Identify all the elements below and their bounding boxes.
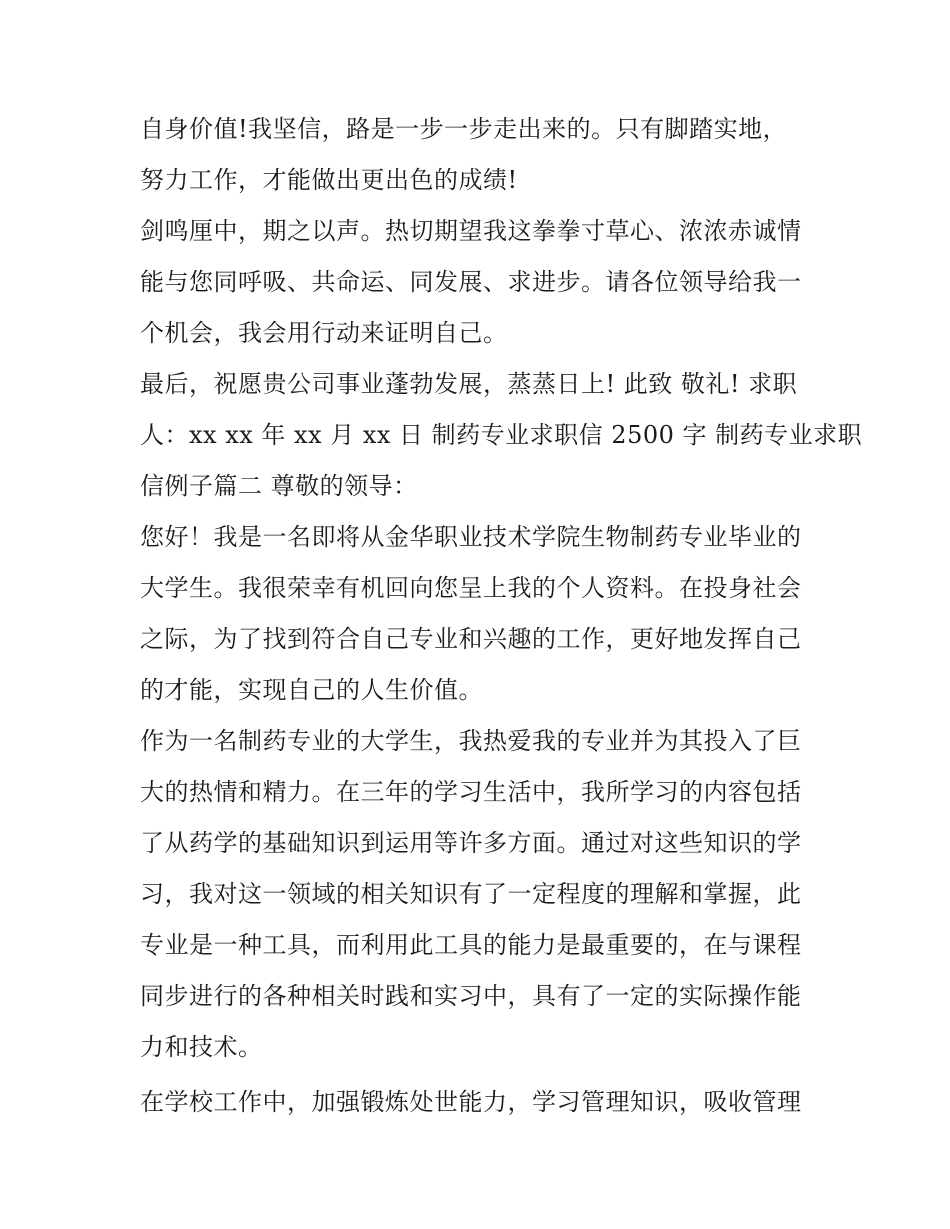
text-line: 自身价值!我坚信，路是一步一步走出来的。只有脚踏实地，: [140, 115, 788, 143]
text-line: 能与您同呼吸、共命运、同发展、求进步。请各位领导给我一: [140, 268, 802, 296]
text-line: 习，我对这一领域的相关知识有了一定程度的理解和掌握，此: [140, 880, 802, 908]
paragraph: [140, 359, 863, 512]
text-line: 作为一名制药专业的大学生，我热爱我的专业并为其投入了巨: [140, 727, 802, 755]
text-line: 剑鸣厘中，期之以声。热切期望我这拳拳寸草心、浓浓赤诚情: [140, 217, 802, 245]
paragraph: [140, 104, 812, 206]
text-line: 了从药学的基础知识到运用等许多方面。通过对这些知识的学: [140, 829, 802, 857]
text-line: 的才能，实现自己的人生价值。: [140, 676, 483, 704]
paragraph: [140, 206, 812, 359]
paragraph: [140, 716, 812, 1073]
text-line: 在学校工作中，加强锻炼处世能力，学习管理知识，吸收管理: [140, 1088, 802, 1116]
paragraph: [140, 512, 812, 716]
paragraph: [140, 1077, 812, 1128]
text-line: 之际，为了找到符合自己专业和兴趣的工作，更好地发挥自己: [140, 625, 802, 653]
text-line: 大的热情和精力。在三年的学习生活中，我所学习的内容包括: [140, 778, 802, 806]
text-line: 最后，祝愿贵公司事业蓬勃发展，蒸蒸日上! 此致 敬礼! 求职: [140, 370, 798, 398]
text-line: 人：xx xx 年 xx 月 xx 日 制药专业求职信 2500 字 制药专业求职: [140, 421, 863, 449]
text-line: 专业是一种工具，而利用此工具的能力是最重要的，在与课程: [140, 931, 802, 959]
text-line: 信例子篇二 尊敬的领导：: [140, 472, 418, 500]
text-line: 大学生。我很荣幸有机回向您呈上我的个人资料。在投身社会: [140, 574, 802, 602]
text-line: 个机会，我会用行动来证明自己。: [140, 319, 508, 347]
document-body: [140, 104, 863, 1128]
text-line: 力和技术。: [140, 1033, 263, 1061]
text-line: 同步进行的各种相关时践和实习中，具有了一定的实际操作能: [140, 982, 802, 1010]
text-line: 您好！我是一名即将从金华职业技术学院生物制药专业毕业的: [140, 523, 802, 551]
text-line: 努力工作，才能做出更出色的成绩!: [140, 166, 518, 194]
